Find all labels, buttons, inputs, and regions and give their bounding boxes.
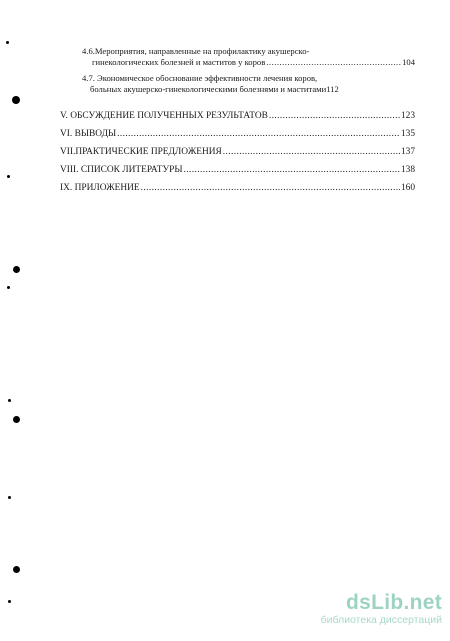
- watermark-tagline: библиотека диссертаций: [320, 614, 442, 626]
- watermark-logo: [282, 591, 442, 631]
- leader-dots: [269, 110, 400, 122]
- toc-subsection-4-7-line2: больных акушерско-гинекологическими болезнями и маститами: [90, 84, 327, 94]
- toc-subsection-4-7: [82, 73, 415, 95]
- leader-dots: [184, 164, 400, 176]
- toc-subsection-4-7-page: 112: [326, 84, 339, 94]
- scan-speck: [13, 566, 20, 573]
- scan-speck: [8, 496, 11, 499]
- scan-speck: [7, 175, 10, 178]
- toc-entry-title: VII.ПРАКТИЧЕСКИЕ ПРЕДЛОЖЕНИЯ: [60, 147, 222, 157]
- toc-entry-discussion: [60, 110, 415, 122]
- scan-speck: [13, 266, 20, 273]
- toc-entry-conclusions: [60, 128, 415, 140]
- toc-entry-references: [60, 164, 415, 176]
- scan-speck: [8, 399, 11, 402]
- toc-entry-page: 137: [400, 147, 415, 157]
- watermark-brand: dsLib.net: [345, 591, 442, 614]
- toc-subsection-4-7-line1: 4.7. Экономическое обоснование эффективности лечения коров,: [82, 73, 318, 83]
- scan-speck: [13, 416, 20, 423]
- scan-speck: [7, 286, 10, 289]
- leader-dots: [117, 128, 400, 140]
- toc-subsection-4-6-line1: 4.6.Мероприятия, направленные на профилактику акушерско-: [82, 46, 310, 56]
- leader-dots: [223, 146, 400, 158]
- toc-entry-page: 138: [400, 165, 415, 175]
- toc-entry-appendix: [60, 182, 415, 194]
- scan-speck: [8, 600, 11, 603]
- toc-subsection-4-6-page: 104: [402, 57, 415, 67]
- toc-entry-title: V. ОБСУЖДЕНИЕ ПОЛУЧЕННЫХ РЕЗУЛЬТАТОВ: [60, 111, 268, 121]
- toc-entry-title: IX. ПРИЛОЖЕНИЕ: [60, 183, 140, 193]
- leader-dots: [266, 57, 401, 68]
- toc-entry-title: VIII. СПИСОК ЛИТЕРАТУРЫ: [60, 165, 183, 175]
- toc-entry-page: 135: [400, 129, 415, 139]
- toc-subsection-4-6-line2: гинекологических болезней и маститов у коров: [92, 57, 266, 67]
- toc-subsection-4-6: [82, 46, 415, 68]
- toc-entry-page: 123: [400, 111, 415, 121]
- toc-entry-practical-proposals: [60, 146, 415, 158]
- scan-speck: [12, 96, 20, 104]
- toc-entry-title: VI. ВЫВОДЫ: [60, 129, 117, 139]
- scan-speck: [6, 41, 9, 44]
- toc-entry-page: 160: [400, 183, 415, 193]
- leader-dots: [141, 182, 400, 194]
